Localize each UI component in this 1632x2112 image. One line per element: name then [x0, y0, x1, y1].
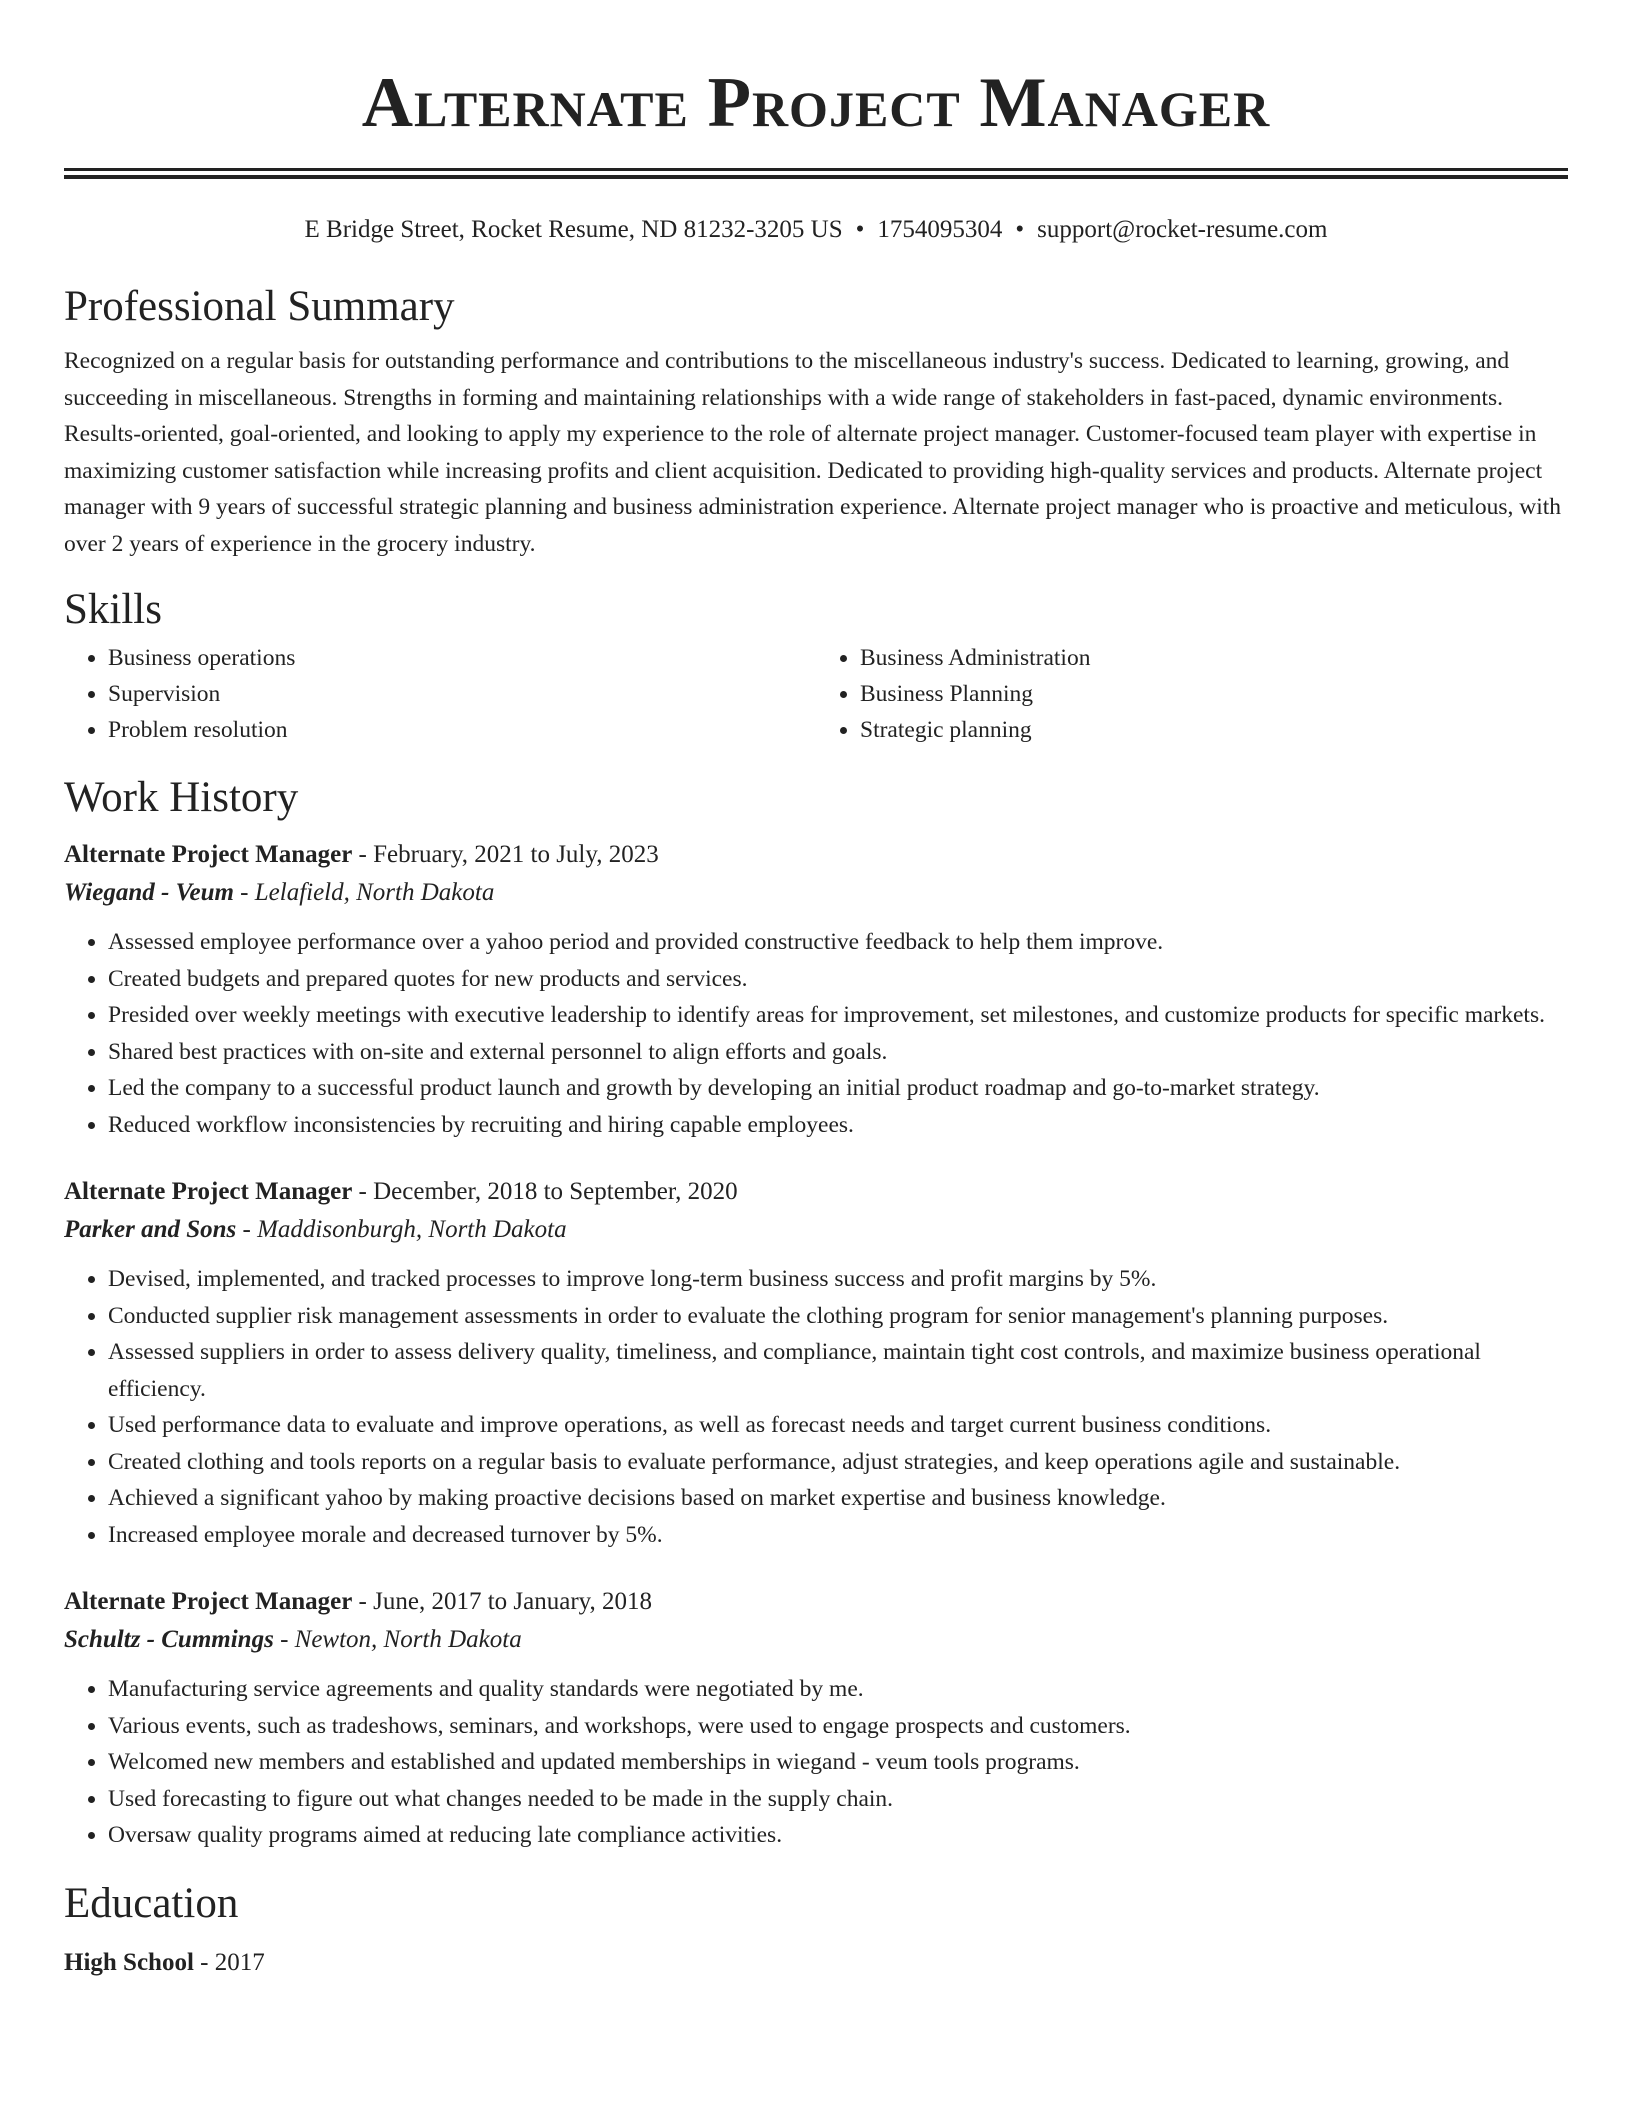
job-header	[64, 1173, 1568, 1211]
skill-item: • Business Administration	[860, 640, 1568, 676]
job-location: - Lelafield, North Dakota	[233, 879, 495, 906]
job-company: Parker and Sons	[64, 1216, 237, 1243]
duty-item: • Achieved a significant yahoo by making proactive decisions based on market expertise and business knowledge.	[108, 1480, 1568, 1517]
job-dates: - February, 2021 to July, 2023	[352, 841, 659, 868]
duty-item: • Manufacturing service agreements and quality standards were negotiated by me.	[108, 1671, 1568, 1708]
job-company-line	[64, 1621, 1568, 1659]
job-duties	[64, 1261, 1568, 1553]
job-location: - Newton, North Dakota	[273, 1626, 522, 1653]
skills-heading: Skills	[64, 586, 162, 633]
duty-item: • Increased employee morale and decreased turnover by 5%.	[108, 1517, 1568, 1554]
duty-item: • Reduced workflow inconsistencies by recruiting and hiring capable employees.	[108, 1107, 1568, 1144]
duty-item: • Assessed suppliers in order to assess delivery quality, timeliness, and compliance, maintain tight cost controls, and maximize business operational efficiency.	[108, 1334, 1568, 1407]
job-title: Alternate Project Manager	[64, 1178, 353, 1205]
job-company: Schultz - Cummings	[64, 1626, 274, 1653]
duty-item: • Created clothing and tools reports on a regular basis to evaluate performance, adjust strategies, and keep operations agile and sustainable.	[108, 1444, 1568, 1481]
job-company-line	[64, 874, 1568, 912]
summary-heading: Professional Summary	[64, 283, 455, 330]
job-location: - Maddisonburgh, North Dakota	[236, 1216, 567, 1243]
job-header	[64, 1583, 1568, 1621]
job-company: Wiegand - Veum	[64, 879, 234, 906]
duty-item: • Conducted supplier risk management assessments in order to evaluate the clothing program for senior management's planning purposes.	[108, 1298, 1568, 1335]
contact-separator: •	[855, 216, 865, 243]
contact-phone: 1754095304	[877, 216, 1003, 243]
skill-item: • Business operations	[108, 640, 816, 676]
skills-column-right	[816, 640, 1568, 748]
duty-item: • Assessed employee performance over a yahoo period and provided constructive feedback to help them improve.	[108, 924, 1568, 961]
skill-item: • Business Planning	[860, 676, 1568, 712]
contact-line	[64, 215, 1568, 245]
job-header	[64, 836, 1568, 874]
work-history-heading: Work History	[64, 774, 299, 821]
duty-item: • Devised, implemented, and tracked processes to improve long-term business success and profit margins by 5%.	[108, 1261, 1568, 1298]
contact-separator: •	[1015, 216, 1025, 243]
skill-item: • Supervision	[108, 676, 816, 712]
duty-item: • Used performance data to evaluate and improve operations, as well as forecast needs and target current business conditions.	[108, 1407, 1568, 1444]
skills-list	[64, 640, 1568, 748]
job-entry	[64, 1173, 1568, 1553]
job-title: Alternate Project Manager	[64, 841, 353, 868]
contact-email: support@rocket-resume.com	[1037, 216, 1328, 243]
job-title: Alternate Project Manager	[64, 1588, 353, 1615]
skill-item: • Strategic planning	[860, 712, 1568, 748]
education-year: - 2017	[193, 1948, 265, 1976]
header-divider	[64, 168, 1568, 179]
education-degree: High School	[64, 1948, 194, 1976]
job-dates: - December, 2018 to September, 2020	[352, 1178, 738, 1205]
duty-item: • Used forecasting to figure out what changes needed to be made in the supply chain.	[108, 1781, 1568, 1818]
skills-column-left	[64, 640, 816, 748]
job-entry	[64, 836, 1568, 1143]
summary-text: Recognized on a regular basis for outstanding performance and contributions to the miscellaneous industry's success. Dedicated to learning, growing, and succeeding in miscellaneous. Strengths in forming and maintaining relationships with a wide range of stakeholders in fast-paced, dynamic environments. Results-oriented, goal-oriented, and looking to apply my experience to the role of alternate project manager. Customer-focused team player with expertise in maximizing customer satisfaction while increasing profits and client acquisition. Dedicated to providing high-quality services and products. Alternate project manager with 9 years of successful strategic planning and business administration experience. Alternate project manager who is proactive and meticulous, with over 2 years of experience in the grocery industry.	[64, 348, 1562, 557]
duty-item: • Shared best practices with on-site and external personnel to align efforts and goals.	[108, 1034, 1568, 1071]
job-duties	[64, 1671, 1568, 1854]
education-heading: Education	[64, 1879, 239, 1927]
job-entry	[64, 1583, 1568, 1854]
resume-name-title: Alternate Project Manager	[361, 64, 1271, 142]
duty-item: • Welcomed new members and established and updated memberships in wiegand - veum tools programs.	[108, 1744, 1568, 1781]
job-company-line	[64, 1211, 1568, 1249]
job-duties	[64, 924, 1568, 1143]
contact-address: E Bridge Street, Rocket Resume, ND 81232-3205 US	[304, 216, 843, 243]
duty-item: • Various events, such as tradeshows, seminars, and workshops, were used to engage prospects and customers.	[108, 1708, 1568, 1745]
duty-item: • Created budgets and prepared quotes for new products and services.	[108, 961, 1568, 998]
education-entry	[64, 1944, 1568, 1982]
skill-item: • Problem resolution	[108, 712, 816, 748]
duty-item: • Oversaw quality programs aimed at reducing late compliance activities.	[108, 1817, 1568, 1854]
job-dates: - June, 2017 to January, 2018	[352, 1588, 653, 1615]
duty-item: • Led the company to a successful product launch and growth by developing an initial product roadmap and go-to-market strategy.	[108, 1070, 1568, 1107]
duty-item: • Presided over weekly meetings with executive leadership to identify areas for improvement, set milestones, and customize products for specific markets.	[108, 997, 1568, 1034]
